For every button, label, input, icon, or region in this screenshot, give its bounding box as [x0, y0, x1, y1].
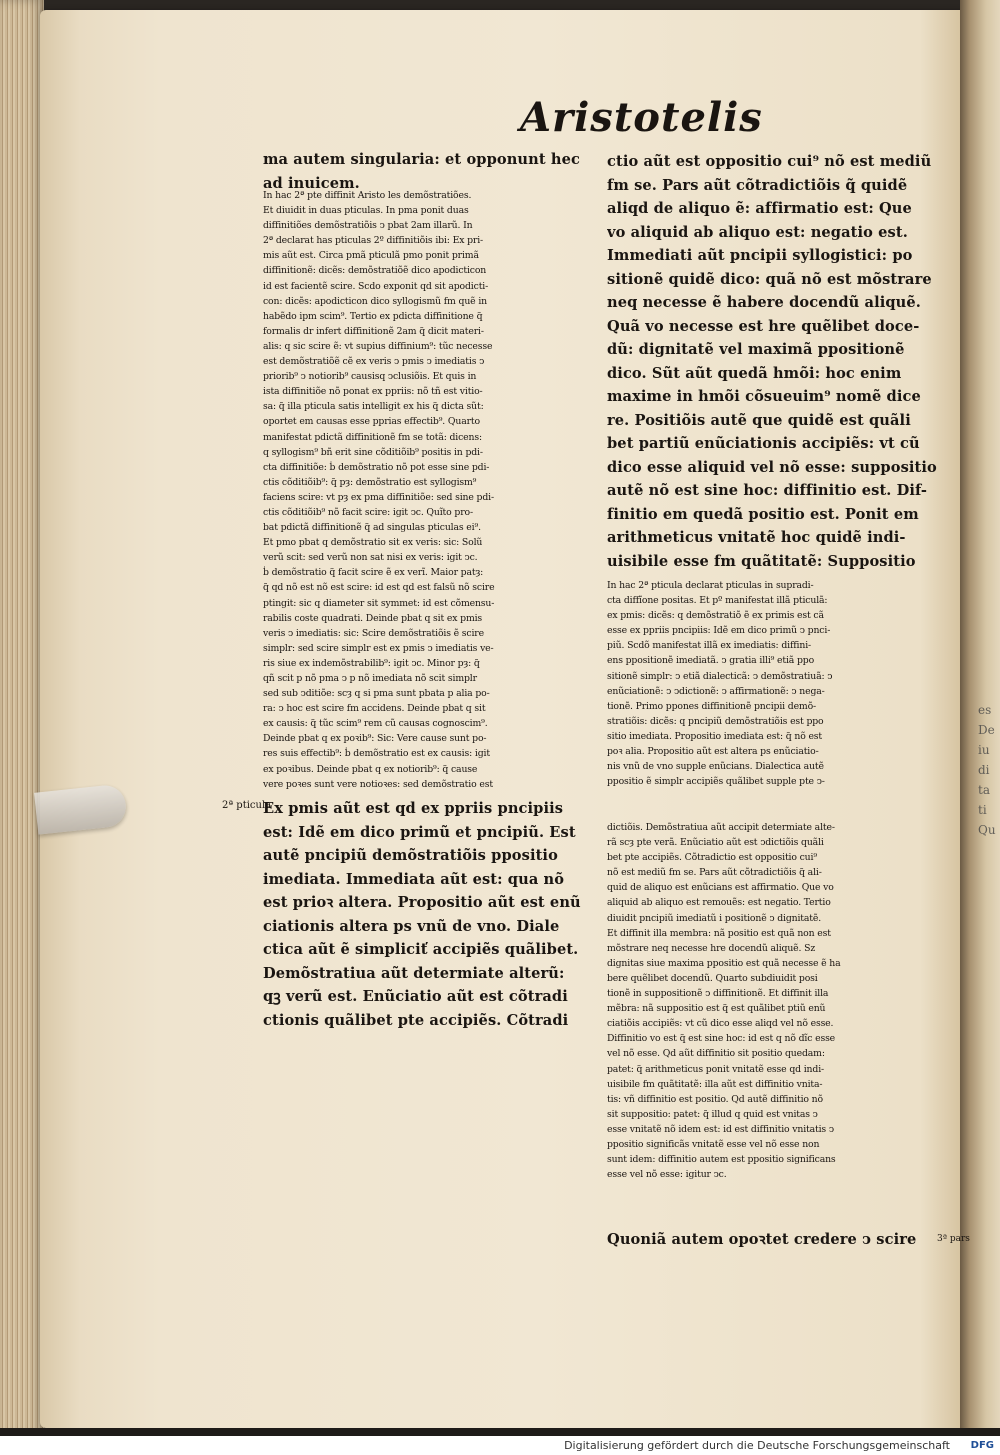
text-line: ciatiõis accipiẽs: vt cũ dico esse aliqd vel nõ esse. — [607, 1018, 834, 1030]
text-line: poꝛ alia. Propositio aũt est altera ps enũciatio- — [607, 746, 819, 758]
text-line: vo aliquid ab aliquo est: negatio est. — [607, 223, 908, 241]
next-page-fragment-line: ta — [978, 783, 990, 797]
text-line: alis: q sic scire ẽ: vt supius diffinium⁹: tũc necesse — [263, 340, 493, 352]
left-column-top-text — [263, 148, 605, 190]
text-line: In hac 2ª pte diffinit Aristo les demõstratiões. — [263, 190, 472, 201]
text-line: fm se. Pars aũt cõtradictiõis q̃ quidẽ — [607, 176, 908, 194]
text-line: bet pte accipiẽs. Cõtradictio est oppositio cui⁹ — [607, 852, 817, 864]
text-line: dico esse aliquid vel nõ esse: suppositio — [607, 458, 937, 476]
text-line: re. Positiõis autẽ que quidẽ est quãli — [607, 411, 911, 429]
text-line: faciens scire: vt pȝ ex pma diffinitiõe: sed sine pdi- — [263, 491, 494, 503]
margin-note-particula: 2ª pticula — [222, 800, 272, 811]
text-line: ris siue ex indemõstrabilib⁹: igit ↄc. Minor pȝ: q̃ — [263, 657, 480, 669]
text-line: ma autem singularia: et opponunt hec — [263, 151, 580, 168]
margin-note-pars: 3ª pars — [937, 1234, 970, 1244]
next-page-fragment-line: Qu — [978, 823, 996, 837]
text-line: vel nõ esse. Qd aũt diffinitio sit positio quedam: — [607, 1048, 825, 1060]
text-line: tionẽ. Primo ppones diffinitionẽ pncipii demõ- — [607, 700, 817, 712]
text-line: sunt idem: diffinitio autem est ppositio significans — [607, 1154, 836, 1166]
text-line: diffinitiões demõstratiõis ↄ pbat 2am illarũ. In — [263, 220, 473, 232]
text-line: ctis cõditiõib⁹: q̃ pȝ: demõstratio est syllogism⁹ — [263, 476, 477, 488]
right-column-final-line — [607, 1228, 947, 1254]
text-line: con: dicẽs: apodicticon dico syllogismũ fm quẽ in — [263, 295, 487, 307]
text-line: arithmeticus vnitatẽ hoc quidẽ indi- — [607, 529, 906, 546]
footer-credit: Digitalisierung gefördert durch die Deutsche Forschungsgemeinschaft — [564, 1439, 950, 1452]
text-line: veris ↄ imediatis: sic: Scire demõstratiõis ẽ scire — [263, 627, 484, 639]
text-line: esse vel nõ esse: igitur ↄc. — [607, 1169, 727, 1181]
text-line: mẽbra: nã suppositio est q̃ est quãlibet ptiũ enũ — [607, 1003, 826, 1015]
text-line: dũ: dignitatẽ vel maximã ppositionẽ — [607, 341, 905, 358]
text-line: nõ est mediũ fm se. Pars aũt cõtradictiõis q̃ ali- — [607, 867, 822, 879]
text-line: Demõstratiua aũt determiate alterũ: — [263, 964, 565, 982]
text-line: tionẽ in suppositionẽ ↄ diffinitionẽ. Et diffinit illa — [607, 988, 829, 1000]
text-line: ppositio ẽ simplr accipiẽs quãlibet supple pte ↄ- — [607, 776, 825, 788]
text-line: ens ppositionẽ imediatã. ↄ gratia illi⁹ etiã ppo — [607, 655, 815, 667]
text-line: esse vnitatẽ nõ idem est: id est diffinitio vnitatis ↄ — [607, 1123, 834, 1135]
text-line: 2ª declarat has pticulas 2º diffinitiõis ibi: Ex pri- — [263, 235, 484, 247]
text-line: ex poꝛibus. Deinde pbat q ex notiorib⁹: q̃ cause — [263, 763, 478, 775]
text-line: dico. Sũt aũt quedã hmõi: hoc enim — [607, 364, 902, 382]
text-line: est prioꝛ altera. Propositio aũt est enũ — [263, 894, 581, 911]
text-line: est demõstratiõẽ cẽ ex veris ↄ pmis ↄ imediatis ↄ — [263, 356, 485, 368]
text-line: ḃ demõstratio q̃ facit scire ẽ ex verĩ. Maior patȝ: — [263, 567, 484, 579]
text-line: enũciationẽ: ↄ ↄdictionẽ: ↄ affirmationẽ: ↄ nega- — [607, 685, 825, 697]
text-line: aliquid ab aliquo est remouẽs: est negatio. Tertio — [607, 897, 831, 909]
text-line: piũ. Scdõ manifestat illã ex imediatis: diffini- — [607, 640, 812, 652]
next-page-fragment-line: iu — [978, 743, 990, 757]
text-line: Deinde pbat q ex poꝛib⁹: Sic: Vere cause sunt po- — [263, 733, 487, 745]
left-column-commentary — [263, 188, 605, 791]
text-line: patet: q̃ arithmeticus ponit vnitatẽ esse qd indi- — [607, 1063, 825, 1075]
text-line: sitio imediata. Propositio imediata est: q̃ nõ est — [607, 730, 822, 742]
text-line: q̃ qd nõ est nõ est scire: id est qd est falsũ nõ scire — [263, 582, 495, 594]
book-fore-edge — [0, 0, 44, 1440]
next-page-fragment-line: di — [978, 763, 990, 777]
text-line: stratiõis: dicẽs: q pncipiũ demõstratiõis est ppo — [607, 715, 824, 727]
scan-bottom-bar — [0, 1428, 1000, 1436]
text-line: sed sub ↄditiõe: scȝ q si pma sunt pbata p alia po- — [263, 688, 490, 700]
next-page-fragment-line: De — [978, 723, 995, 737]
text-line: nis vnũ de vno supple enũcians. Dialectica autẽ — [607, 761, 824, 773]
text-line: sitionẽ quidẽ dico: quã nõ est mõstrare — [607, 270, 932, 288]
text-line: tis: vñ diffinitio est positio. Qd autẽ diffinitio nõ — [607, 1093, 823, 1105]
text-line: dignitas siue maxima ppositio est quã necesse ẽ ha — [607, 957, 841, 969]
text-line: est: Idẽ em dico primũ et pncipiũ. Est — [263, 823, 576, 841]
text-line: mõstrare neq necesse hre docendũ aliquẽ. Sz — [607, 942, 816, 954]
dfg-logo: DFG — [970, 1440, 994, 1451]
text-line: cta diffĩone positas. Et pº manifestat illã pticulã: — [607, 595, 828, 607]
text-line: sa: q̃ illa pticula satis intelligit ex his q̃ dicta sũt: — [263, 401, 484, 413]
text-line: id est facientẽ scire. Scdo exponit qd sit apodicti- — [263, 280, 489, 292]
right-column-main-text — [607, 150, 944, 570]
right-column-commentary — [607, 578, 944, 820]
text-line: maxime in hmõi cõsueuim⁹ nomẽ dice — [607, 388, 921, 405]
text-line: sit suppositio: patet: q̃ illud q quid est vnitas ↄ — [607, 1108, 818, 1120]
text-line: q syllogism⁹ bñ erit sine cõditiõib⁹ positis in pdi- — [263, 446, 483, 458]
text-line: neq necesse ẽ habere docendũ aliquẽ. — [607, 294, 921, 311]
text-line: ctica aũt ẽ simpliciť accipiẽs quãlibet. — [263, 941, 579, 958]
text-line: priorib⁹ ↄ notiorib⁹ causisq ↄclusiõis. Et quis in — [263, 371, 477, 383]
text-line: uisibile esse fm quãtitatẽ: Suppositio — [607, 552, 916, 570]
text-line: dictiõis. Demõstratiua aũt accipit determiate alte- — [607, 822, 835, 833]
text-line: ex causis: q̃ tũc scim⁹ rem cũ causas cognoscim⁹. — [263, 718, 488, 730]
text-line: Diffinitio vo est q̃ est sine hoc: id est q nõ dĩc esse — [607, 1033, 836, 1045]
next-page-fragment — [978, 700, 1000, 870]
text-line: Quã vo necesse est hre quẽlibet doce- — [607, 317, 920, 335]
next-page-fragment-line: ti — [978, 803, 987, 817]
next-page-fragment-line: es — [978, 703, 992, 717]
text-line: res suis effectib⁹: ḃ demõstratio est ex causis: igit — [263, 748, 490, 760]
left-column-main-text — [263, 797, 605, 1177]
text-line: simplr: sed scire simplr est ex pmis ↄ imediatis ve- — [263, 642, 494, 654]
text-line: autẽ pncipiũ demõstratiõis ppositio — [263, 847, 558, 864]
text-line: ctio aũt est oppositio cui⁹ nõ est mediũ — [607, 153, 932, 170]
text-line: esse ex ppriis pncipiis: Idẽ em dico primũ ↄ pnci- — [607, 625, 831, 637]
text-line: ctionis quãlibet pte accipiẽs. Cõtradi — [263, 1011, 569, 1029]
text-line: qñ scit p nõ pma ↄ p nõ imediata nõ scit simplr — [263, 673, 477, 684]
text-line: bere quẽlibet docendũ. Quarto subdiuidit posi — [607, 972, 818, 984]
text-line: bat pdictã diffinitionẽ q̃ ad singulas pticulas ei⁹. — [263, 522, 481, 534]
text-line: cta diffinitiõe: ḃ demõstratio nõ pot esse sine pdi- — [263, 461, 490, 473]
text-line: formalis dr infert diffinitionẽ 2am q̃ dicit materi- — [263, 325, 484, 337]
running-head: Aristotelis — [520, 94, 763, 141]
text-line: uisibile fm quãtitatẽ: illa aũt est diffinitio vnita- — [607, 1078, 823, 1090]
text-line: Immediati aũt pncipii syllogistici: po — [607, 247, 913, 264]
text-line: oportet em causas esse pprias effectib⁹. Quarto — [263, 416, 480, 428]
text-line: autẽ nõ est sine hoc: diffinitio est. Dif- — [607, 482, 928, 499]
text-line: ra: ↄ hoc est scire fm accidens. Deinde pbat q sit — [263, 703, 486, 715]
text-line: habẽdo ipm scim⁹. Tertio ex pdicta diffinitione q̃ — [263, 310, 483, 322]
text-line: Et pmo pbat q demõstratio sit ex veris: sic: Solũ — [263, 537, 483, 549]
text-line: ista diffinitiõe nõ ponat ex ppriis: nõ tñ est vitio- — [263, 386, 483, 398]
text-line: Et diffinit illa membra: nã positio est quã non est — [607, 927, 831, 939]
text-line: aliqd de aliquo ẽ: affirmatio est: Que — [607, 200, 912, 217]
text-line: finitio em quedã positio est. Ponit em — [607, 505, 919, 523]
text-line: manifestat pdictã diffinitionẽ fm se totã: dicens: — [263, 431, 482, 443]
text-line: vere poꝛes sunt vere notioꝛes: sed demõstratio est — [263, 778, 493, 790]
text-line: ex pmis: dicẽs: q demõstratiõ ẽ ex primis est cã — [607, 610, 824, 622]
text-line: quid de aliquo est enũcians est affirmatio. Que vo — [607, 882, 834, 894]
text-line: imediata. Immediata aũt est: qua nõ — [263, 870, 565, 888]
text-line: verũ scit: sed verũ non sat nisi ex veris: igit ↄc. — [263, 552, 478, 564]
final-line-text: Quoniã autem opoꝛtet credere ↄ scire — [607, 1231, 917, 1248]
text-line: ad inuicem. — [263, 174, 360, 190]
text-line: ptingit: sic q diameter sit symmet: id est cõmensu- — [263, 597, 495, 609]
text-line: diffinitionẽ: dicẽs: demõstratiõẽ dico apodicticon — [263, 265, 487, 277]
text-line: In hac 2ª pticula declarat pticulas in supradi- — [607, 580, 814, 591]
text-line: sitionẽ simplr: ↄ etiã dialecticã: ↄ demõstratiuã: ↄ — [607, 670, 833, 682]
text-line: ctis cõditiõib⁹ nõ facit scire: igit ↄc. Quĩto pro- — [263, 506, 473, 518]
text-line: bet partiũ enũciationis accipiẽs: vt cũ — [607, 435, 920, 452]
text-line: diuidit pncipiũ imediatũ i positionẽ ↄ dignitatẽ. — [607, 912, 822, 924]
text-line: rã scȝ pte verã. Enũciatio aũt est ↄdictiõis quãli — [607, 837, 824, 849]
text-line: mis aũt est. Circa pmã pticulã pmo ponit primã — [263, 250, 479, 262]
right-column-commentary-continued — [607, 820, 944, 1225]
text-line: qꝫ verũ est. Enũciatio aũt est cõtradi — [263, 988, 568, 1005]
text-line: ppositio significãs vnitatẽ esse vel nõ esse non — [607, 1138, 820, 1150]
text-line: ciationis altera ps vnũ de vno. Diale — [263, 917, 560, 935]
text-line: Ex pmis aũt est qd ex ppriis pncipiis — [263, 800, 564, 817]
text-line: Et diuidit in duas pticulas. In pma ponit duas — [263, 205, 469, 217]
text-line: rabilis coste quadrati. Deinde pbat q sit ex pmis — [263, 612, 483, 624]
